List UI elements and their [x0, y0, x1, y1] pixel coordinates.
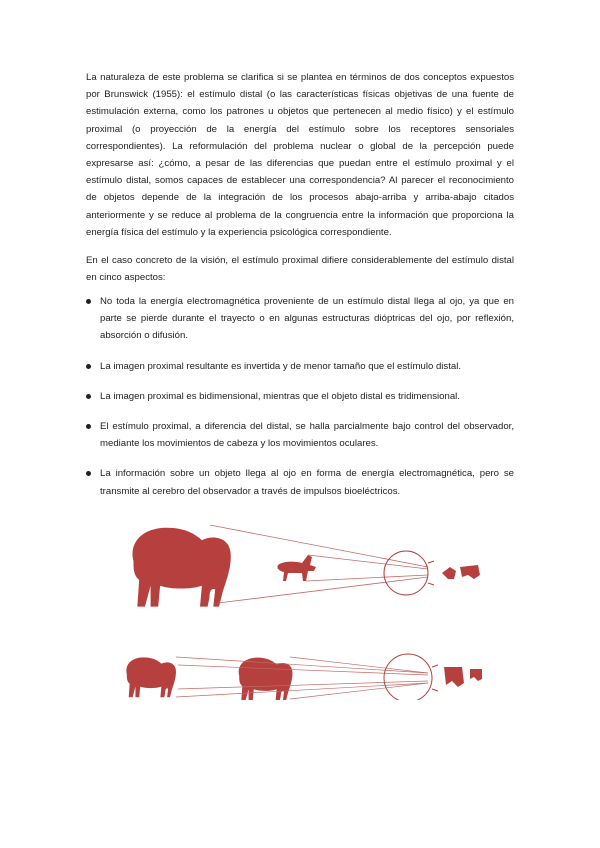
small-elephant-icon — [126, 657, 176, 697]
list-item: La imagen proximal resultante es invertida y de menor tamaño que el estímulo distal. — [86, 358, 514, 375]
top-projection-lines — [210, 525, 428, 603]
bullet-icon — [86, 364, 91, 369]
list-item: La información sobre un objeto llega al ojo en forma de energía electromagnética, pero se transmite al cerebro del observador a través de impulsos bioeléctricos. — [86, 465, 514, 499]
list-item: La imagen proximal es bidimensional, mientras que el objeto distal es tridimensional. — [86, 388, 514, 405]
dog-icon — [277, 555, 316, 581]
eye-icon — [384, 551, 434, 595]
bullet-icon — [86, 299, 91, 304]
bottom-projection-lines — [176, 657, 428, 699]
proximal-distal-figure — [118, 515, 498, 700]
inverted-images-icon — [442, 565, 480, 579]
eye-icon — [384, 654, 438, 700]
large-elephant-icon — [133, 528, 231, 607]
list-item: No toda la energía electromagnética proveniente de un estímulo distal llega al ojo, ya que en parte se pierde durante el trayecto o en algunas estructuras dióptricas del ojo, por reflexión, absorción o difusión. — [86, 293, 514, 345]
list-item: El estímulo proximal, a diferencia del distal, se halla parcialmente bajo control del observador, mediante los movimientos de cabeza y los movimientos oculares. — [86, 418, 514, 452]
bullet-icon — [86, 471, 91, 476]
aspects-list — [86, 293, 514, 513]
paragraph-vision: En el caso concreto de la visión, el estímulo proximal difiere considerablemente del estímulo distal en cinco aspectos: — [86, 255, 514, 284]
bullet-icon — [86, 394, 91, 399]
bullet-icon — [86, 424, 91, 429]
inverted-images-icon — [444, 667, 482, 687]
paragraph-brunswick: La naturaleza de este problema se clarifica si se plantea en términos de dos conceptos expuestos por Brunswick (1955): el estímulo distal (o las características físicas objetivas de una fuente de estimulación externa, como los patrones u objetos que pertenecen al medio físico) y el estímulo proximal (o proyección de la energía del estímulo sobre los receptores sensoriales correspondientes). La reformulación del problema nuclear o global de la percepción puede expresarse así: ¿cómo, a pesar de las diferencias que puedan entre el estímulo proximal y el estímulo distal, somos capaces de establecer una correspondencia? Al parecer el reconocimiento de objetos depende de la integración de los procesos abajo-arriba y arriba-abajo citados anteriormente y se reduce al problema de la congruencia entre la información que proporciona la energía física del estímulo y la experiencia psicológica correspondiente. — [86, 72, 514, 238]
